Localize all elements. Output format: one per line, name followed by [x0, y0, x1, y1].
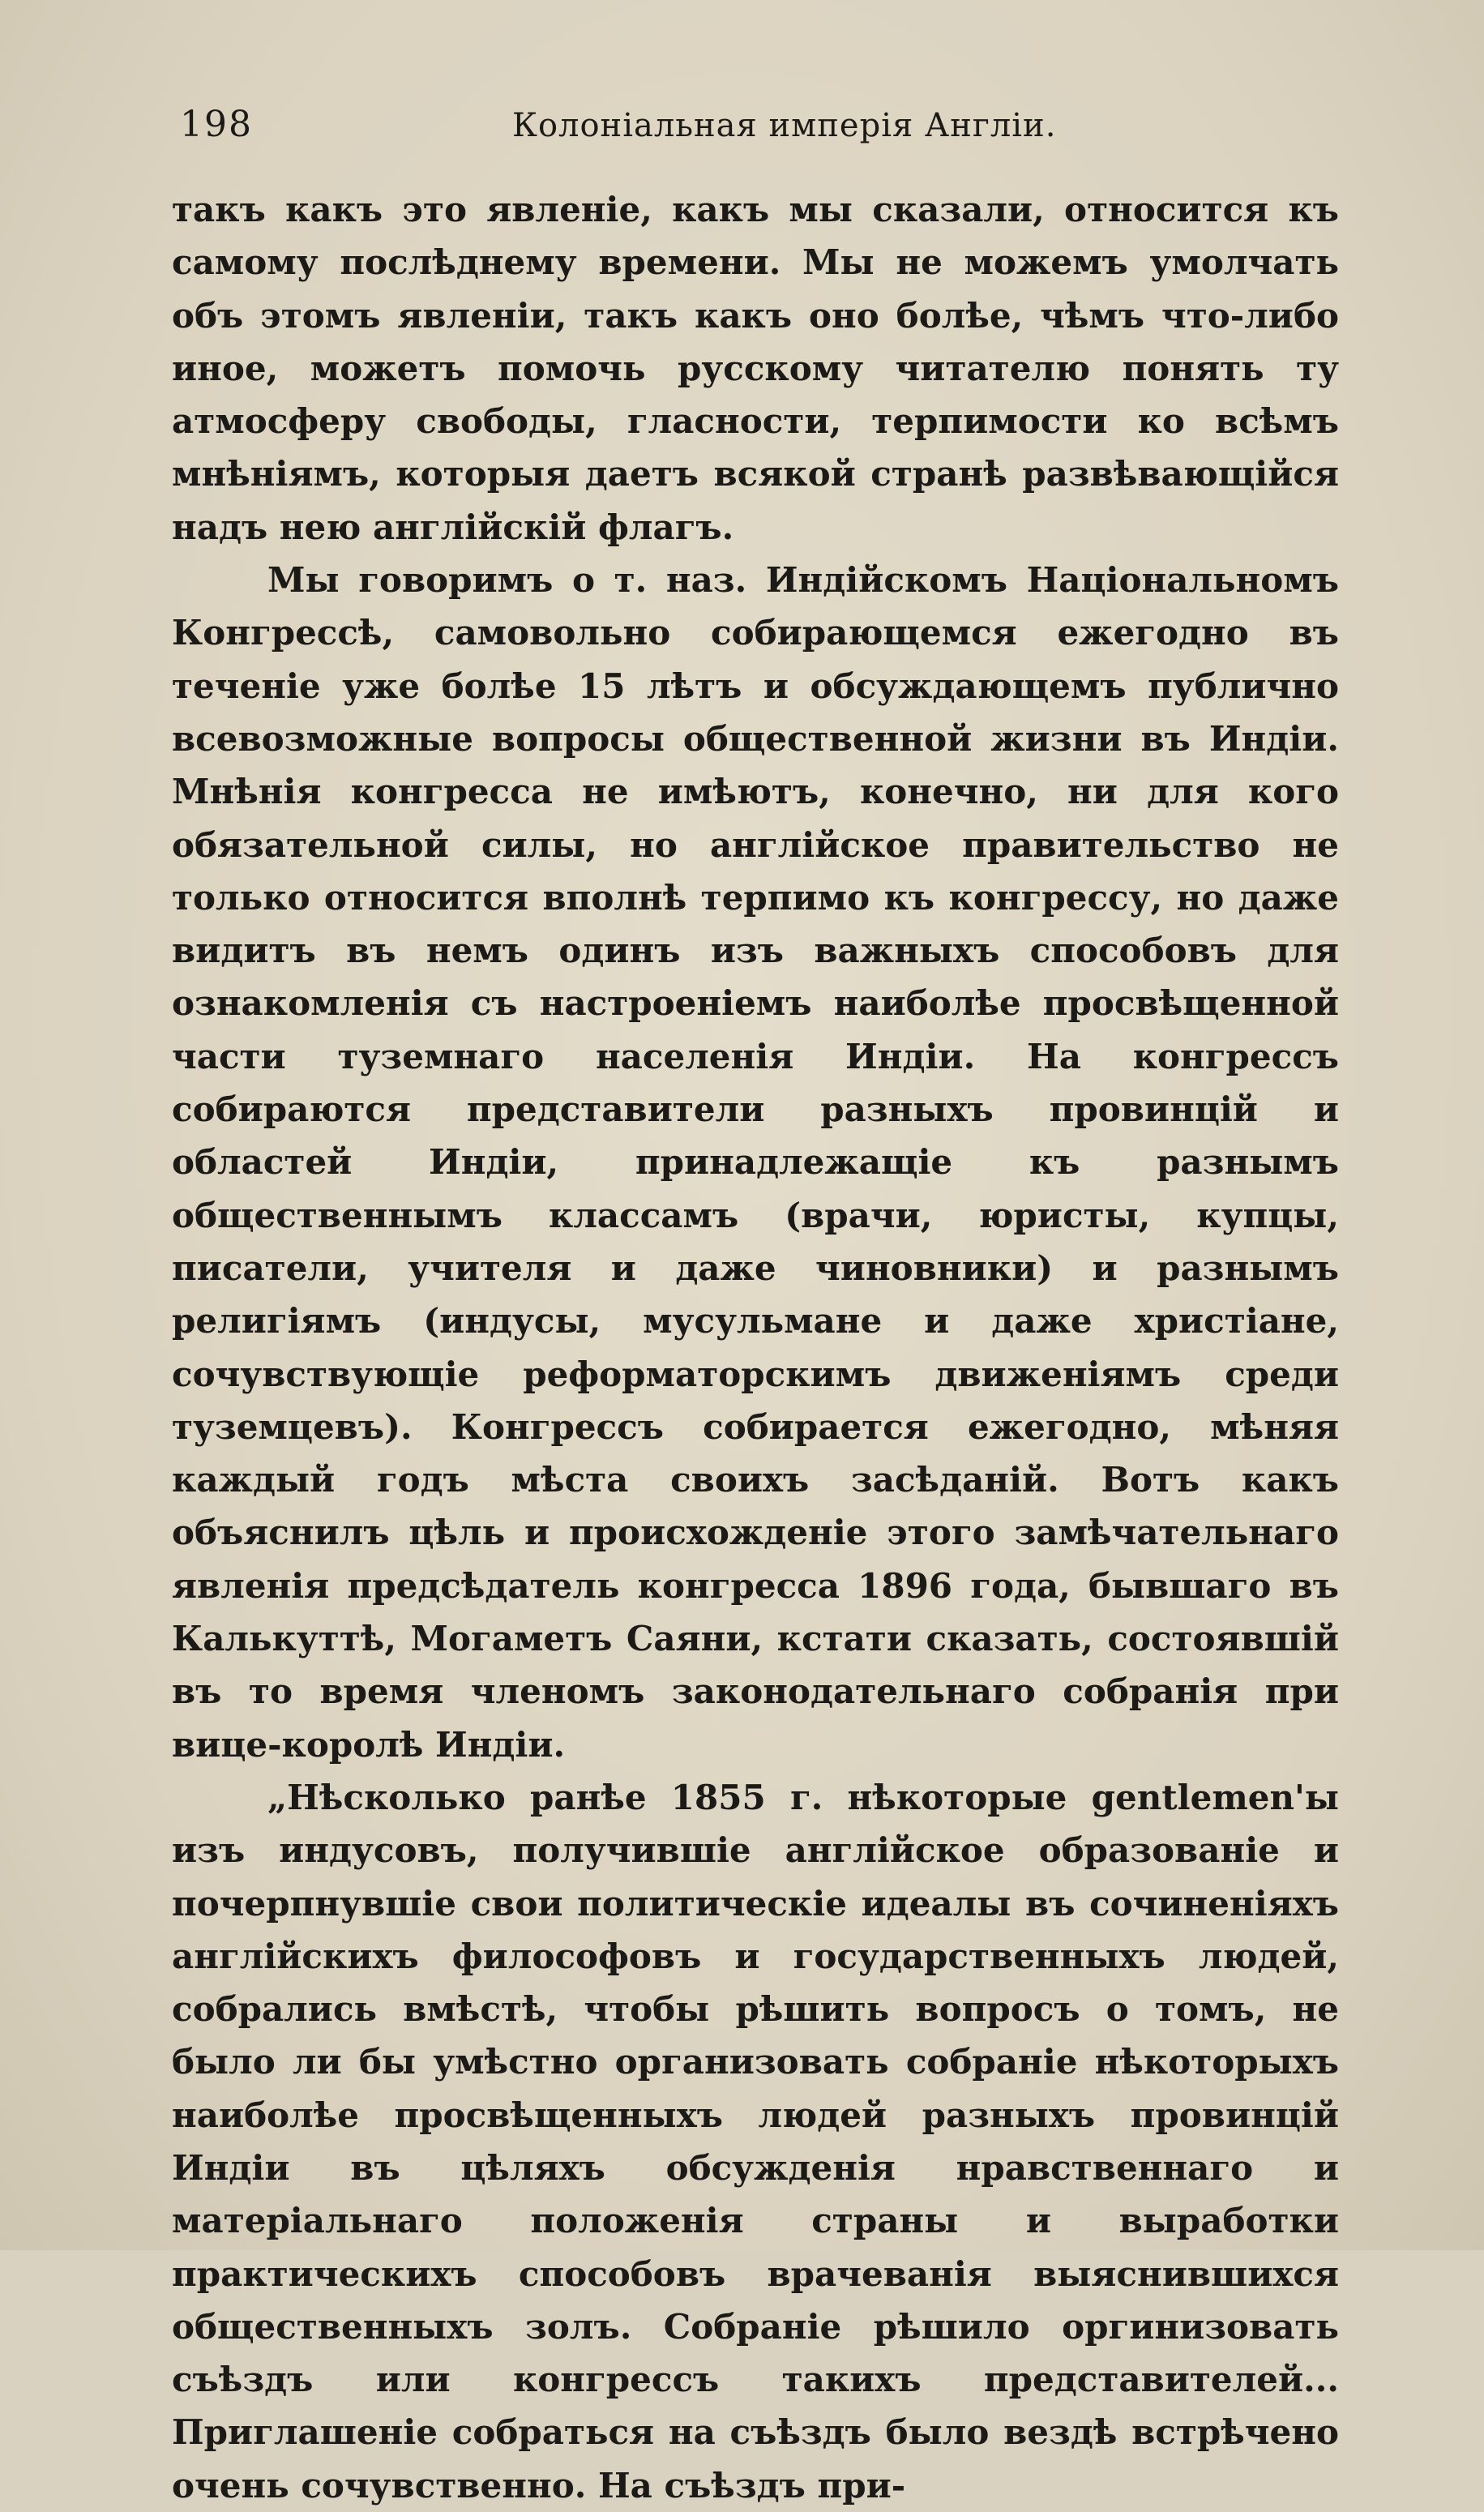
page-number: 198 — [180, 104, 253, 145]
running-title: Колоніальная имперія Англіи. — [512, 107, 1057, 144]
paragraph-1: такъ какъ это явленіе, какъ мы сказали, относится къ самому послѣднему времени. Мы не можемъ умолчать объ этомъ явленіи, такъ какъ оно болѣе, чѣмъ что-либо иное, можетъ помочь русскому читателю понять ту атмосферу свободы, гласности, терпимости ко всѣмъ мнѣніямъ, которыя даетъ всякой странѣ развѣвающійся надъ нею англійскій флагъ. — [172, 190, 1339, 547]
paragraph-3: „Нѣсколько ранѣе 1855 г. нѣкоторые gentlemen'ы изъ индусовъ, получившіе англійское образованіе и почерпнувшіе свои политическіе идеалы въ сочиненіяхъ англійскихъ философовъ и государственныхъ людей, собрались вмѣстѣ, чтобы рѣшить вопросъ о томъ, не было ли бы умѣстно организовать собраніе нѣкоторыхъ наиболѣе просвѣщенныхъ людей разныхъ провинцій Индіи въ цѣляхъ обсужденія нравственнаго и матеріальнаго положенія страны и выработки практическихъ способовъ врачеванія выяснившихся общественныхъ золъ. Собраніе рѣшило оргинизовать съѣздъ или конгрессъ такихъ представителей... Приглашеніе собраться на съѣздъ было вездѣ встрѣчено очень сочувственно. На съѣздъ при- — [172, 1777, 1339, 2506]
paragraph-2: Мы говоримъ о т. наз. Индійскомъ Національномъ Конгрессѣ, самовольно собирающемся ежегодно въ теченіе уже болѣе 15 лѣтъ и обсуждающемъ публично всевозможные вопросы общественной жизни въ Индіи. Мнѣнія конгресса не имѣютъ, конечно, ни для кого обязательной силы, но англійское правительство не только относится вполнѣ терпимо къ конгрессу, но даже видитъ въ немъ одинъ изъ важныхъ способовъ для ознакомленія съ настроеніемъ наиболѣе просвѣщенной части туземнаго населенія Индіи. На конгрессъ собираются представители разныхъ провинцій и областей Индіи, принадлежащіе къ разнымъ общественнымъ классамъ (врачи, юристы, купцы, писатели, учителя и даже чиновники) и разнымъ религіямъ (индусы, мусульмане и даже христіане, сочувствующіе реформаторскимъ движеніямъ среди туземцевъ). Конгрессъ собирается ежегодно, мѣняя каждый годъ мѣста своихъ засѣданій. Вотъ какъ объяснилъ цѣль и происхожденіе этого замѣчательнаго явленія предсѣдатель конгресса 1896 года, бывшаго въ Калькуттѣ, Могаметъ Саяни, кстати сказать, состоявшій въ то время членомъ законодательнаго собранія при вице-королѣ Индіи. — [172, 560, 1339, 1765]
body-text — [172, 183, 1339, 2512]
page-header — [180, 104, 1339, 152]
